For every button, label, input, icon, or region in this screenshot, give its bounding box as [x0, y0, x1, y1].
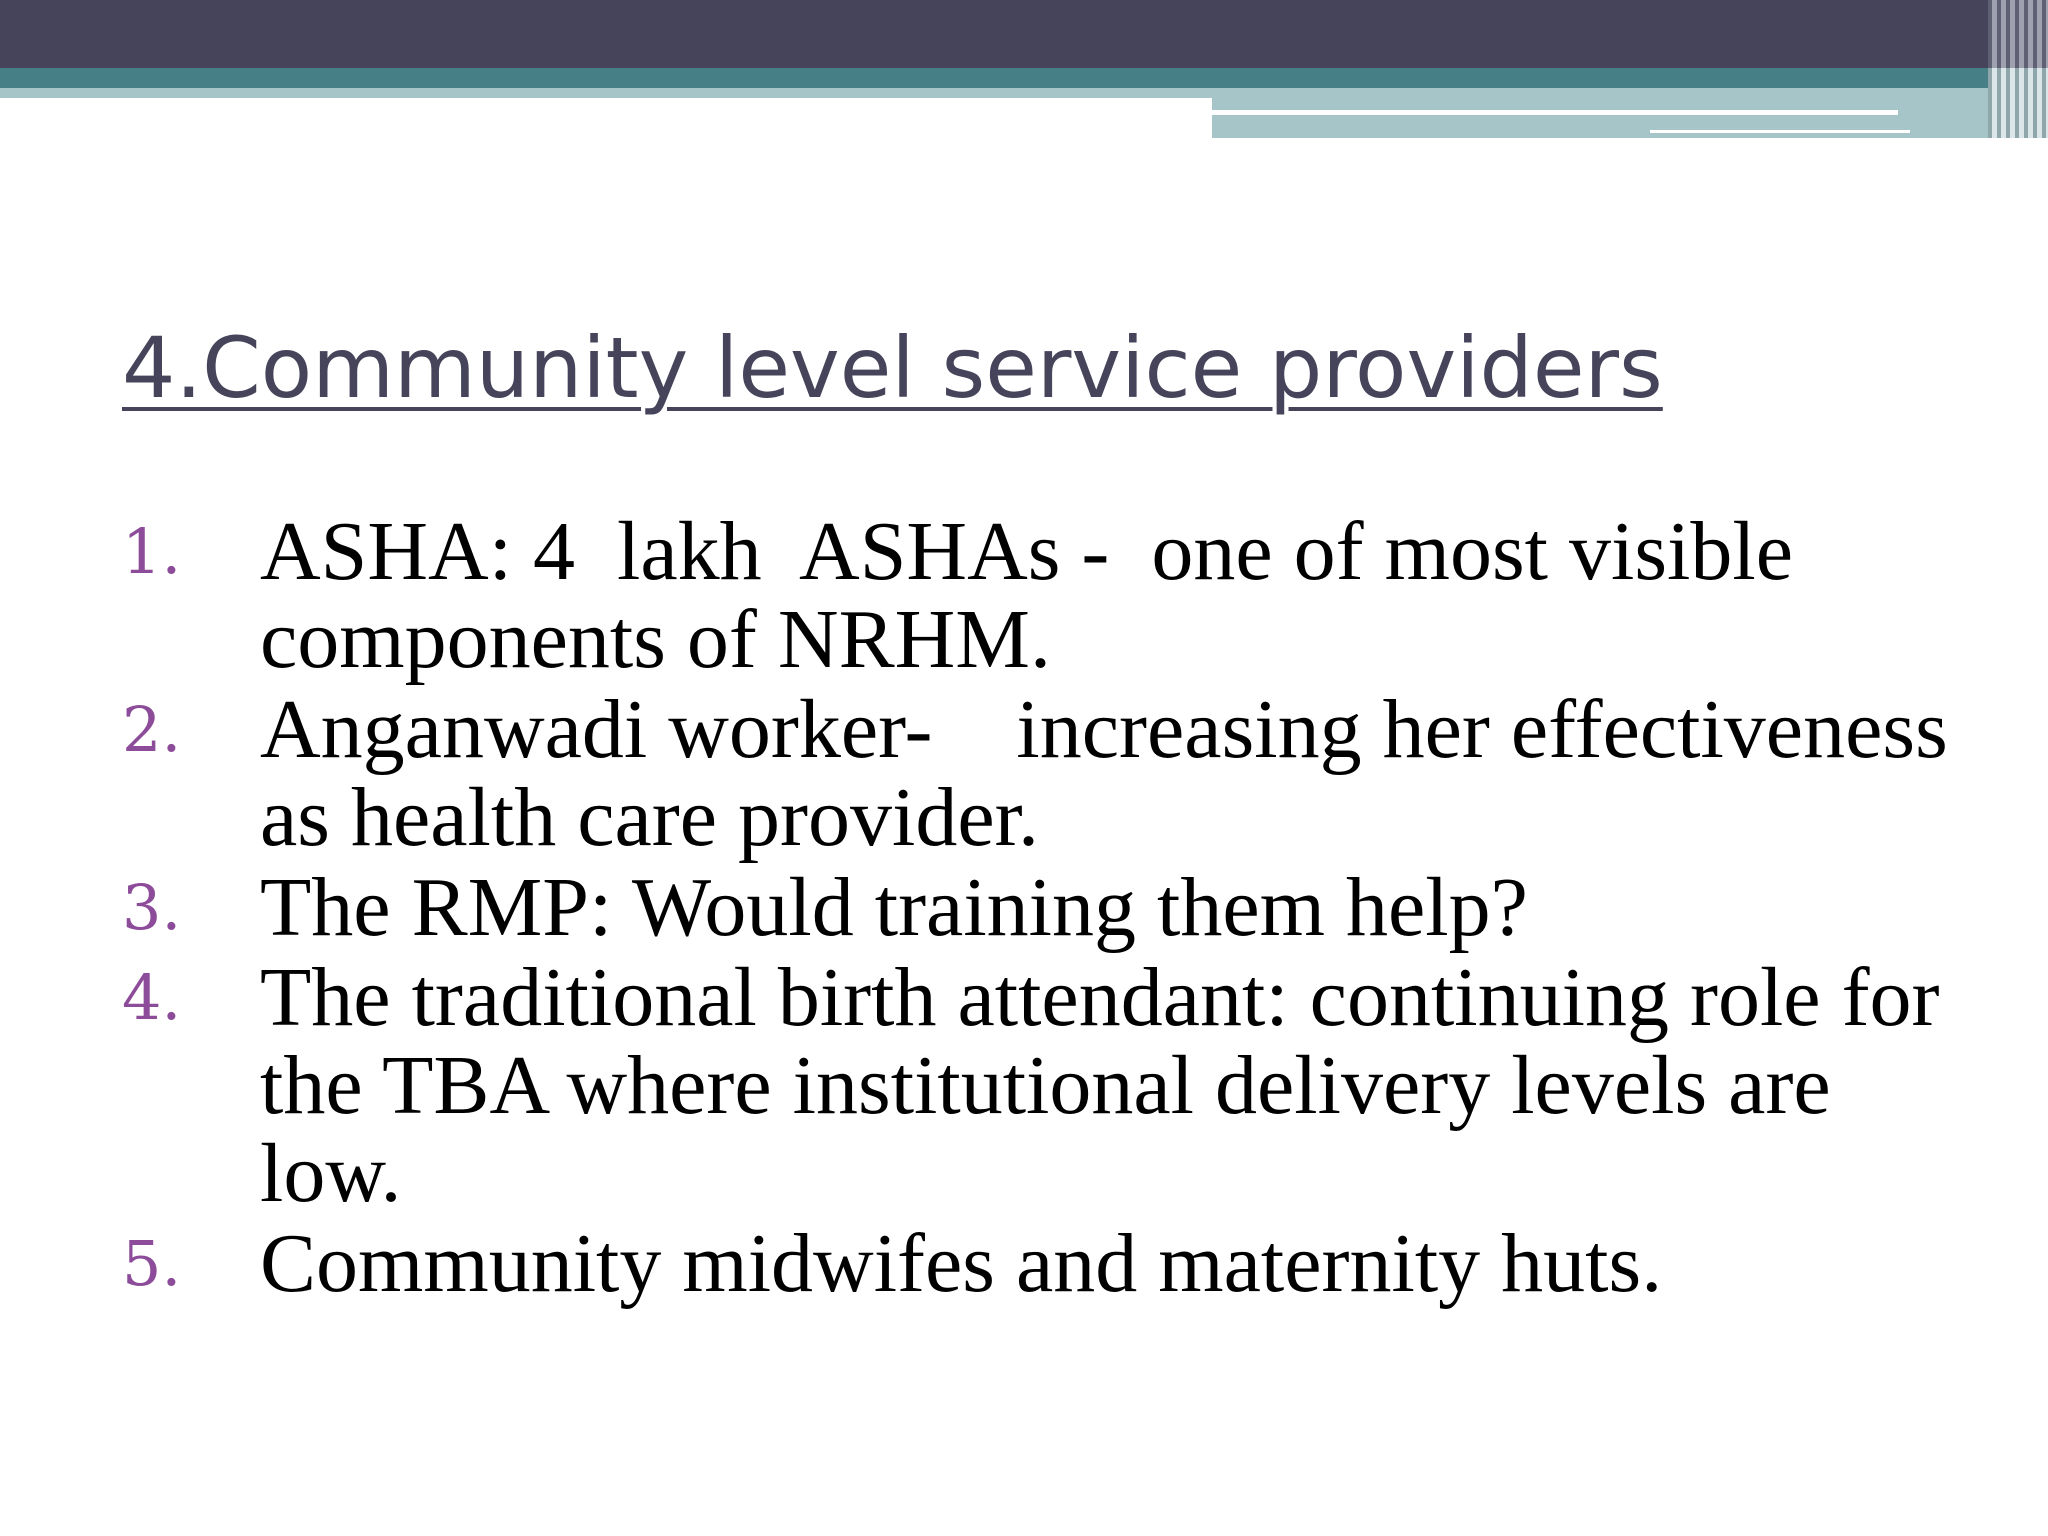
list-item-text: ASHA: 4 lakh ASHAs - one of most visible components of NRHM. [260, 505, 1814, 686]
list-item-text: The RMP: Would training them help? [260, 861, 1528, 954]
header-bar-teal [0, 68, 2048, 88]
list-item [122, 861, 1982, 954]
list-item-number: 5. [122, 1227, 182, 1300]
header-bar-light-left [0, 88, 1212, 98]
list-item-text: Anganwadi worker- increasing her effectiveness as health care provider. [260, 683, 1969, 864]
provider-list [122, 505, 1982, 1310]
slide-title: 4.Community level service providers [122, 319, 1663, 417]
list-item-number: 4. [122, 961, 182, 1034]
list-item-number: 3. [122, 871, 182, 944]
list-item-text: Community midwifes and maternity huts. [260, 1217, 1663, 1310]
header-accent-line-short [1650, 130, 1910, 133]
list-item-number: 2. [122, 693, 182, 766]
list-item [122, 1217, 1982, 1310]
header-edge-strips-top [1988, 0, 2048, 68]
list-item [122, 951, 1982, 1220]
list-item [122, 683, 1982, 864]
header-accent-line [1212, 110, 1898, 115]
list-item [122, 505, 1982, 686]
header-bar-dark [0, 0, 2048, 68]
list-item-number: 1. [122, 515, 182, 588]
list-item-text: The traditional birth attendant: continuing role for the TBA where institutional delivery levels are low. [260, 951, 1961, 1220]
